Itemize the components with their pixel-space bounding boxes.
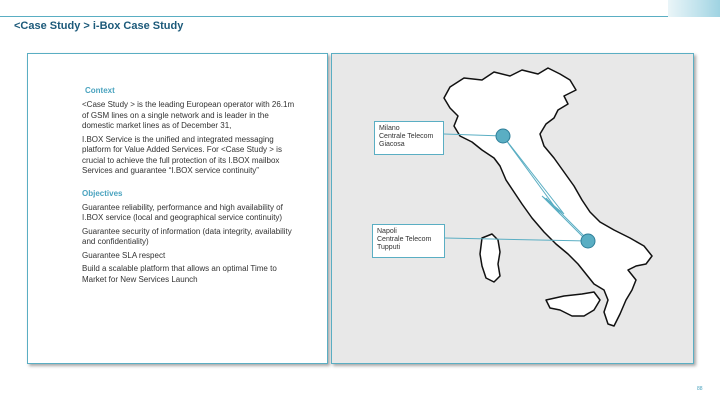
- sardinia-outline: [480, 234, 500, 282]
- milano-site-marker: [496, 129, 510, 143]
- panel-content: [82, 86, 302, 288]
- milano-site-name: Giacosa: [379, 141, 405, 148]
- napoli-callout: [372, 224, 445, 258]
- objective-item: Build a scalable platform that allows an optimal Time to Market for New Services Launch: [82, 264, 277, 284]
- objective-item: Guarantee SLA respect: [82, 250, 166, 260]
- italy-map: [332, 54, 693, 363]
- objective-item: Guarantee reliability, performance and high availability of I.BOX service (local and geographical service continuity): [82, 202, 283, 222]
- napoli-site-marker: [581, 234, 595, 248]
- corner-accent: [668, 0, 720, 17]
- slide-title: <Case Study > i-Box Case Study: [14, 20, 184, 32]
- objective-item: Guarantee security of information (data integrity, availability and confidentiality): [82, 226, 292, 246]
- text-panel: [27, 53, 328, 364]
- napoli-site-name: Tupputi: [377, 244, 401, 251]
- sicily-outline: [546, 292, 600, 316]
- context-paragraph: <Case Study > is the leading European operator with 26.1m of GSM lines on a single network and is leader in the domestic market lines as of December 31,: [82, 100, 295, 130]
- napoli-site-label: Centrale Telecom: [377, 236, 432, 243]
- context-heading: Context: [85, 86, 115, 95]
- milano-callout: [374, 121, 444, 155]
- milano-city-label: Milano: [379, 125, 400, 132]
- objectives-heading: Objectives: [82, 188, 123, 198]
- page-number: 88: [697, 386, 703, 392]
- map-panel: [331, 53, 694, 364]
- context-paragraph: I.BOX Service is the unified and integrated messaging platform for Value Added Services. For <Case Study > is crucial to achieve the full protection of its I.BOX mailbox Services and guarantee “I.BOX service continuity”: [82, 134, 282, 175]
- napoli-city-label: Napoli: [377, 228, 397, 235]
- top-rule: [0, 16, 680, 17]
- milano-site-label: Centrale Telecom: [379, 133, 434, 140]
